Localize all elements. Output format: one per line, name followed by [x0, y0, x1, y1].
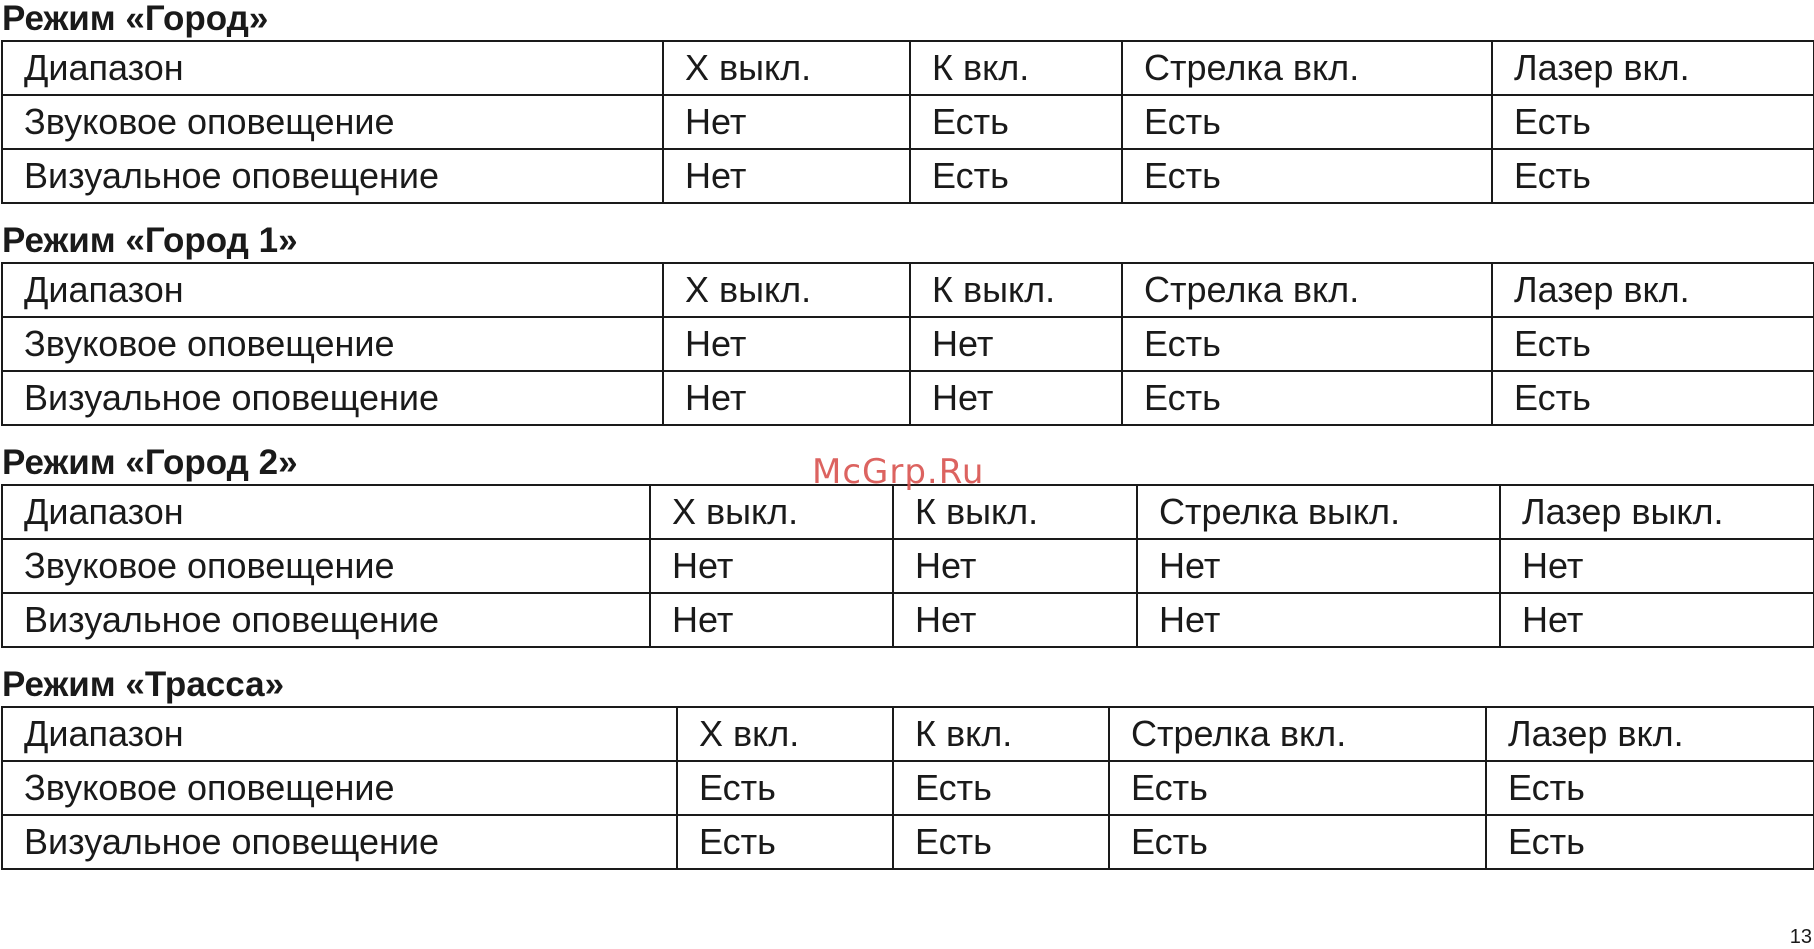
table-cell: Есть — [1492, 149, 1814, 203]
page-number: 13 — [1789, 926, 1812, 948]
table-row — [2, 485, 1814, 539]
table-row — [2, 263, 1814, 317]
table-row — [2, 41, 1814, 95]
table-cell: Визуальное оповещение — [2, 815, 677, 869]
table-cell: Диапазон — [2, 41, 663, 95]
table-cell: Нет — [650, 593, 893, 647]
table-cell: X выкл. — [663, 41, 910, 95]
table-cell: Нет — [663, 371, 910, 425]
table-cell: Стрелка вкл. — [1122, 263, 1492, 317]
section-title: Режим «Город 2» — [2, 443, 298, 482]
table-cell: Звуковое оповещение — [2, 761, 677, 815]
table-cell: Есть — [1486, 761, 1814, 815]
table-row — [2, 761, 1814, 815]
table-cell: Есть — [1492, 95, 1814, 149]
mode-table-gorod-2 — [1, 484, 1814, 648]
table-cell: Нет — [663, 317, 910, 371]
table-cell: Есть — [893, 815, 1109, 869]
table-cell: Диапазон — [2, 707, 677, 761]
table-cell: Есть — [1492, 371, 1814, 425]
section-title: Режим «Трасса» — [2, 665, 285, 704]
table-row — [2, 149, 1814, 203]
table-row — [2, 539, 1814, 593]
mode-table-trassa — [1, 706, 1814, 870]
table-cell: Есть — [1122, 371, 1492, 425]
table-cell: К вкл. — [910, 41, 1122, 95]
table-cell: Есть — [1122, 149, 1492, 203]
table-row — [2, 707, 1814, 761]
table-cell: Есть — [677, 815, 893, 869]
section-title: Режим «Город» — [2, 0, 269, 38]
table-cell: Есть — [1122, 317, 1492, 371]
table-cell: Лазер выкл. — [1500, 485, 1814, 539]
section-title: Режим «Город 1» — [2, 221, 298, 260]
table-cell: Нет — [893, 539, 1137, 593]
table-row — [2, 317, 1814, 371]
table-cell: К вкл. — [893, 707, 1109, 761]
table-cell: К выкл. — [910, 263, 1122, 317]
table-cell: К выкл. — [893, 485, 1137, 539]
table-cell: Есть — [910, 149, 1122, 203]
table-cell: Диапазон — [2, 485, 650, 539]
table-cell: Нет — [650, 539, 893, 593]
table-cell: Нет — [1137, 539, 1500, 593]
table-cell: Визуальное оповещение — [2, 149, 663, 203]
table-cell: Есть — [910, 95, 1122, 149]
mode-table-gorod-1 — [1, 262, 1814, 426]
table-cell: Нет — [1500, 593, 1814, 647]
table-row — [2, 371, 1814, 425]
table-cell: Есть — [1492, 317, 1814, 371]
section-gorod — [0, 0, 1814, 204]
watermark: McGrp.Ru — [812, 452, 985, 492]
section-trassa — [0, 666, 1814, 870]
table-cell: Есть — [1109, 761, 1486, 815]
table-cell: Нет — [1137, 593, 1500, 647]
table-cell: Нет — [1500, 539, 1814, 593]
table-cell: Нет — [663, 149, 910, 203]
table-cell: Лазер вкл. — [1492, 41, 1814, 95]
table-cell: Визуальное оповещение — [2, 593, 650, 647]
table-cell: Стрелка выкл. — [1137, 485, 1500, 539]
table-row — [2, 815, 1814, 869]
table-cell: Есть — [1486, 815, 1814, 869]
table-row — [2, 95, 1814, 149]
table-cell: Лазер вкл. — [1492, 263, 1814, 317]
table-cell: Есть — [677, 761, 893, 815]
section-gorod-1 — [0, 222, 1814, 426]
table-cell: X выкл. — [663, 263, 910, 317]
table-cell: Есть — [893, 761, 1109, 815]
table-cell: Диапазон — [2, 263, 663, 317]
table-cell: Нет — [910, 317, 1122, 371]
table-cell: Лазер вкл. — [1486, 707, 1814, 761]
table-cell: Звуковое оповещение — [2, 95, 663, 149]
table-cell: Есть — [1122, 95, 1492, 149]
mode-table-gorod — [1, 40, 1814, 204]
table-row — [2, 593, 1814, 647]
table-cell: Звуковое оповещение — [2, 539, 650, 593]
table-cell: Есть — [1109, 815, 1486, 869]
table-cell: Визуальное оповещение — [2, 371, 663, 425]
table-cell: X выкл. — [650, 485, 893, 539]
table-cell: Звуковое оповещение — [2, 317, 663, 371]
table-cell: Нет — [663, 95, 910, 149]
table-cell: Стрелка вкл. — [1109, 707, 1486, 761]
table-cell: Нет — [893, 593, 1137, 647]
table-cell: Нет — [910, 371, 1122, 425]
table-cell: Стрелка вкл. — [1122, 41, 1492, 95]
table-cell: X вкл. — [677, 707, 893, 761]
